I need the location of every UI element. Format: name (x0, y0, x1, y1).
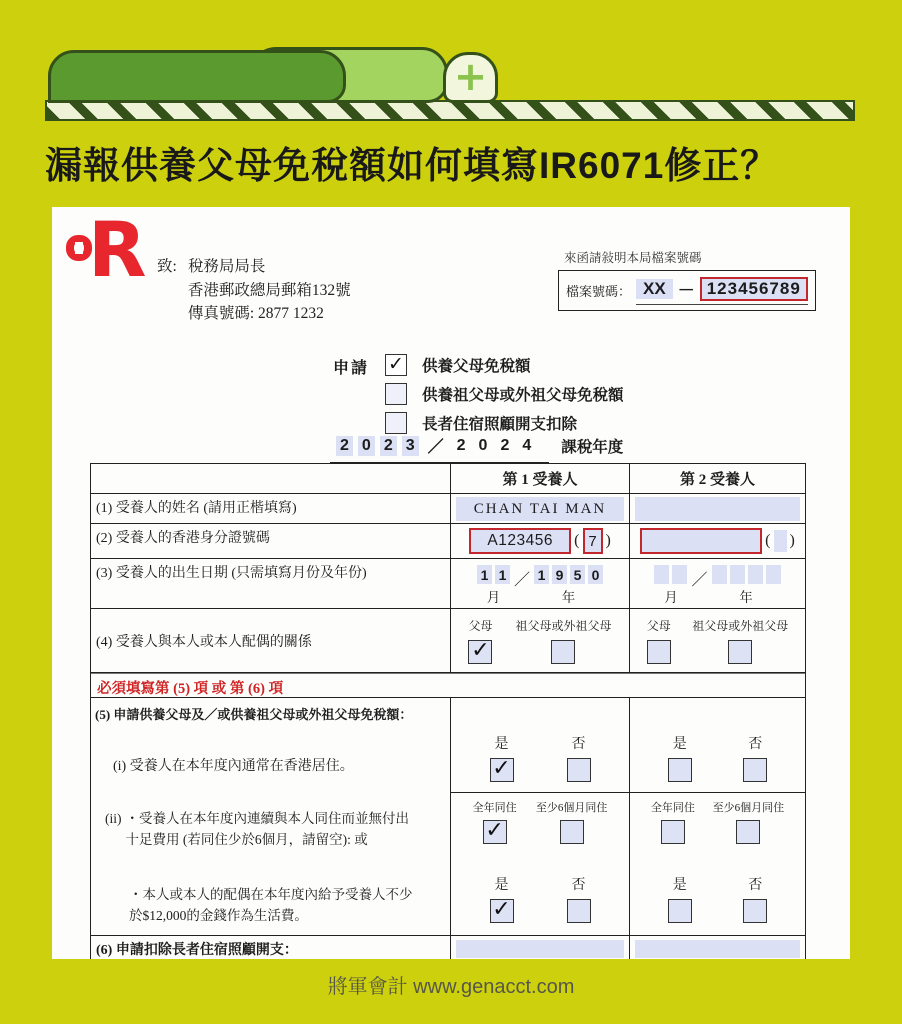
year-digit[interactable]: 2 (500, 436, 510, 454)
cohab-full-label: 全年同住 (472, 802, 517, 814)
claim-item-ii-num: (ii) (105, 811, 122, 826)
addressee-line-3: 傳真號碼: 2877 1232 (187, 305, 324, 322)
paren-open: ( (765, 532, 771, 549)
table-row-must-note (91, 673, 805, 698)
file-ref-value[interactable] (636, 276, 808, 305)
application-option-residential-care (385, 411, 624, 435)
no-label: 否 (571, 878, 586, 893)
year-label: 年 (561, 590, 576, 605)
claim-item-ii-block (105, 808, 409, 850)
addressee-to-label: 致: (157, 258, 177, 275)
assessment-year-digits[interactable] (330, 433, 549, 464)
assessment-year-label: 課稅年度 (561, 439, 624, 456)
cohab-6m-label: 至少6個月同住 (712, 802, 785, 814)
relation-parents-dep2 (647, 617, 671, 664)
hkid-field-dep1[interactable]: A123456 (469, 528, 571, 554)
year-digit[interactable]: 0 (588, 565, 603, 584)
month-digit[interactable]: 1 (495, 565, 510, 584)
application-label: 申請 (333, 360, 370, 377)
table-row-birthdate (91, 559, 805, 609)
checkbox-support-no-dep2[interactable] (743, 899, 767, 923)
relation-grandparents-dep2 (692, 617, 788, 664)
name-field-dep2[interactable] (635, 497, 800, 521)
checkbox-cohab-full-dep1[interactable] (483, 820, 507, 844)
date-slash: ／ (691, 572, 708, 589)
year-digit[interactable]: 5 (570, 565, 585, 584)
file-ref-note: 來函請敍明本局檔案號碼 (564, 251, 702, 265)
year-digit[interactable]: 2 (456, 436, 466, 454)
checkbox-resident-yes-dep2[interactable] (668, 758, 692, 782)
month-digit[interactable] (654, 565, 669, 584)
year-label: 年 (739, 590, 753, 605)
year-digit[interactable]: 9 (552, 565, 567, 584)
check-icon: ✓ (485, 818, 504, 843)
table-header-row (91, 464, 805, 494)
birth-month-dep1 (477, 565, 510, 606)
hkid-field-dep2[interactable] (640, 528, 762, 554)
checkbox-resident-no-dep2[interactable] (743, 758, 767, 782)
page-title: 漏報供養父母免稅額如何填寫IR6071修正？ (45, 145, 779, 186)
check-icon: ✓ (388, 352, 404, 375)
claim-item-ii2-block (129, 884, 413, 926)
birth-year-dep2 (712, 565, 781, 606)
name-field-dep1[interactable]: CHAN TAI MAN (456, 497, 624, 521)
year-digit[interactable]: 3 (402, 436, 419, 456)
checkbox-resident-yes-dep1[interactable] (490, 758, 514, 782)
year-digit[interactable] (730, 565, 745, 584)
year-digit[interactable]: 4 (522, 436, 532, 454)
residential-care-field-dep1[interactable] (456, 940, 624, 958)
check-icon: ✓ (492, 897, 511, 922)
cohab-full-year-dep1 (473, 799, 517, 844)
yes-label: 是 (672, 737, 687, 752)
application-option-label: 供養父母免稅額 (422, 358, 531, 375)
paren-open: ( (574, 532, 580, 549)
birth-year-dep1 (534, 565, 603, 606)
file-ref-number[interactable]: 123456789 (700, 277, 808, 301)
year-digit[interactable]: 2 (380, 436, 397, 456)
check-icon: ✓ (471, 638, 490, 663)
table-row-name (91, 494, 805, 524)
plus-icon: + (453, 53, 488, 100)
checkbox-apply-parents[interactable] (385, 354, 407, 376)
checkbox-support-yes-dep2[interactable] (668, 899, 692, 923)
checkbox-apply-residential-care[interactable] (385, 412, 407, 434)
resident-yes-dep1 (490, 733, 514, 782)
year-digit[interactable] (712, 565, 727, 584)
application-option-label: 長者住宿照顧開支扣除 (422, 416, 578, 433)
file-ref-label: 檔案號碼： (566, 284, 632, 299)
relation-label: 祖父母或外祖父母 (515, 619, 612, 633)
row-label-relationship: (4) 受養人與本人或本人配偶的關係 (91, 609, 451, 672)
checkbox-cohab-full-dep2[interactable] (661, 820, 685, 844)
support-no-dep1 (567, 874, 591, 923)
claim-item-ii2-line2: 於$12,000的金錢作為生活費。 (129, 908, 308, 923)
plus-pill (443, 52, 498, 103)
no-label: 否 (748, 878, 763, 893)
month-digit[interactable]: 1 (477, 565, 492, 584)
residential-care-field-dep2[interactable] (635, 940, 800, 958)
checkbox-grandparents-dep2[interactable] (728, 640, 752, 664)
file-ref-dash: － (677, 281, 695, 300)
table-row-hkid (91, 524, 805, 559)
no-label: 否 (571, 737, 586, 752)
checkbox-parents-dep2[interactable] (647, 640, 671, 664)
form-panel (52, 207, 850, 959)
relation-label: 祖父母或外祖父母 (692, 619, 789, 633)
checkbox-support-no-dep1[interactable] (567, 899, 591, 923)
application-option-grandparents (385, 382, 624, 406)
ird-logo (64, 207, 147, 307)
resident-no-dep1 (567, 733, 591, 782)
year-digit[interactable]: 1 (534, 565, 549, 584)
application-section (333, 353, 624, 435)
year-digit[interactable] (766, 565, 781, 584)
row-label-claim: (5) 申請供養父母及／或供養祖父母或外祖父母免稅額： (95, 707, 413, 722)
ird-logo-letter: R (88, 207, 147, 294)
addressee-line-2: 香港郵政總局郵箱132號 (187, 281, 351, 299)
file-ref-prefix[interactable]: XX (636, 279, 673, 299)
assessment-year-line (330, 433, 623, 464)
addressee-block (157, 255, 351, 326)
checkbox-support-yes-dep1[interactable] (490, 899, 514, 923)
dependants-table (90, 463, 806, 959)
support-no-dep2 (743, 874, 767, 923)
row-label-hkid: (2) 受養人的香港身分證號碼 (91, 524, 451, 558)
relation-parents-dep1 (468, 617, 492, 664)
green-shape-dark (48, 50, 346, 103)
resident-yes-dep2 (668, 733, 692, 782)
file-ref-box (558, 270, 816, 311)
support-yes-dep2 (668, 874, 692, 923)
yes-label: 是 (672, 878, 687, 893)
yes-label: 是 (494, 878, 509, 893)
header-dependant-1: 第 1 受養人 (451, 464, 630, 493)
relation-label: 父母 (646, 619, 671, 633)
yes-label: 是 (494, 737, 509, 752)
checkbox-grandparents-dep1[interactable] (551, 640, 575, 664)
birth-month-dep2 (654, 565, 687, 606)
year-digit[interactable] (748, 565, 763, 584)
header-dependant-2: 第 2 受養人 (679, 472, 755, 488)
paren-close: ) (789, 532, 795, 549)
relation-label: 父母 (468, 619, 493, 633)
no-label: 否 (748, 737, 763, 752)
table-row-residential-care (91, 936, 805, 959)
claim-item-ii2-line1: ・本人或本人的配偶在本年度內給予受養人不少 (129, 887, 413, 902)
row-label-birthdate: (3) 受養人的出生日期 (只需填寫月份及年份) (91, 559, 451, 608)
paren-close: ) (605, 532, 611, 549)
application-option-label: 供養祖父母或外祖父母免稅額 (422, 387, 624, 404)
date-slash: ／ (513, 572, 530, 589)
hatch-bar (45, 100, 855, 121)
cohab-6m-dep1 (536, 799, 608, 844)
claim-item-ii-line2: 十足費用 (若同住少於6個月，請留空): 或 (125, 832, 368, 847)
footer-credit: 將軍會計 www.genacct.com (327, 976, 575, 998)
checkbox-apply-grandparents[interactable] (385, 383, 407, 405)
must-fill-note: 必須填寫第 (5) 項 或 第 (6) 項 (91, 673, 805, 697)
check-icon: ✓ (492, 756, 511, 781)
year-slash: ／ (427, 439, 444, 456)
table-row-allowance-claim (91, 698, 805, 936)
year-digit[interactable]: 0 (478, 436, 488, 454)
cohab-6m-dep2 (713, 799, 785, 844)
claim-item-i-label: (i) 受養人在本年度內通常在香港居住。 (113, 759, 354, 774)
claim-item-ii-line1: ・受養人在本年度內連續與本人同住而並無付出 (125, 811, 409, 826)
row-label-residential-care: (6) 申請扣除長者住宿照顧開支： (91, 936, 451, 959)
support-yes-dep1 (490, 874, 514, 923)
cohab-full-year-dep2 (651, 799, 695, 844)
month-label: 月 (664, 590, 678, 605)
row-label-name: (1) 受養人的姓名 (請用正楷填寫) (91, 494, 451, 523)
relation-grandparents-dep1 (515, 617, 611, 664)
checkbox-cohab-6m-dep1[interactable] (560, 820, 584, 844)
cohab-6m-label: 至少6個月同住 (535, 802, 608, 814)
hkid-check-digit-dep1[interactable]: 7 (583, 528, 603, 554)
table-row-relationship (91, 609, 805, 673)
year-digit[interactable]: 2 (336, 436, 353, 456)
month-digit[interactable] (672, 565, 687, 584)
month-label: 月 (486, 590, 501, 605)
application-option-parents (385, 353, 624, 377)
checkbox-parents-dep1[interactable] (468, 640, 492, 664)
hkid-check-digit-dep2[interactable] (774, 530, 787, 552)
cohab-full-label: 全年同住 (650, 802, 695, 814)
resident-no-dep2 (743, 733, 767, 782)
year-digit[interactable]: 0 (358, 436, 375, 456)
checkbox-cohab-6m-dep2[interactable] (736, 820, 760, 844)
addressee-line-1: 稅務局局長 (187, 258, 266, 275)
checkbox-resident-no-dep1[interactable] (567, 758, 591, 782)
